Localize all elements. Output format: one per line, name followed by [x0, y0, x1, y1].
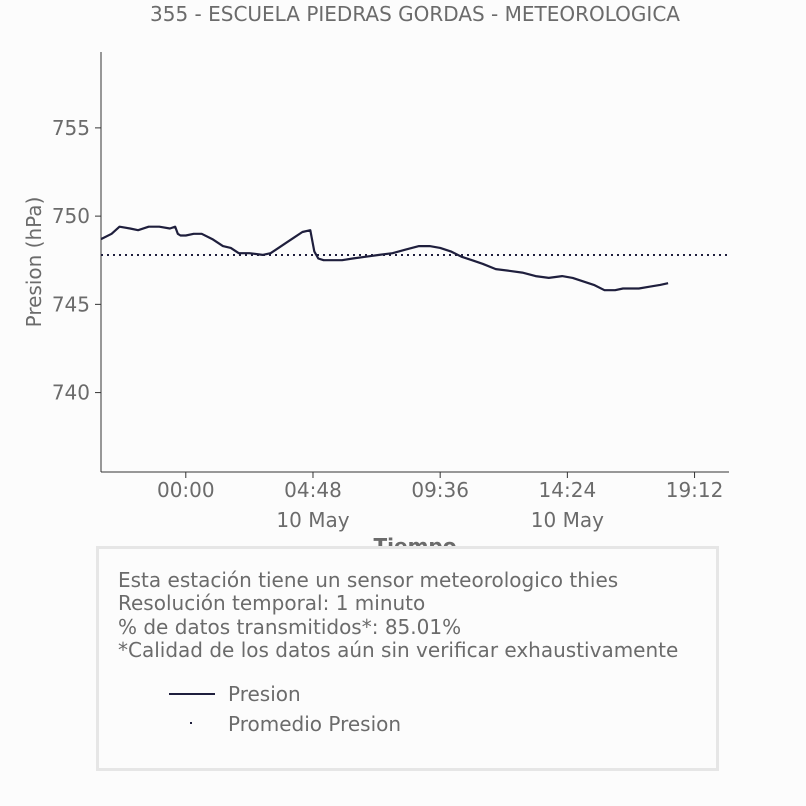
station-info — [118, 569, 678, 662]
info-line-quality: *Calidad de los datos aún sin verificar exhaustivamente — [118, 637, 679, 662]
x-tick-label: 19:12 — [665, 478, 724, 502]
legend-label-presion: Presion — [228, 682, 301, 706]
x-tick-label: 04:48 — [284, 478, 342, 502]
y-tick-label: 745 — [51, 292, 90, 317]
chart-title: 355 - ESCUELA PIEDRAS GORDAS - METEOROLOGICA — [150, 2, 680, 26]
info-line-sensor: Esta estación tiene un sensor meteorologico thies — [118, 568, 619, 592]
info-line-resolution: Resolución temporal: 1 minuto — [118, 591, 426, 616]
info-line-transmitted: % de datos transmitidos*: 85.01% — [118, 614, 462, 639]
y-tick-label: 755 — [51, 115, 90, 140]
legend-swatch-solid — [169, 693, 215, 695]
x-tick-sublabel: 10 May — [276, 508, 350, 532]
series-layer — [101, 227, 729, 291]
x-tick-label: 14:24 — [538, 478, 597, 502]
legend-info-box — [96, 546, 719, 771]
series-presion — [101, 227, 668, 291]
x-tick-label: 00:00 — [156, 478, 215, 502]
y-tick-group — [52, 116, 101, 405]
x-tick-label: 09:36 — [411, 478, 469, 502]
y-tick-label: 740 — [51, 380, 90, 405]
x-tick-group — [157, 472, 723, 532]
legend-label-promedio: Promedio Presion — [228, 712, 402, 736]
y-axis-label: Presion (hPa) — [22, 196, 46, 328]
y-tick-label: 750 — [51, 204, 90, 229]
x-tick-sublabel: 10 May — [530, 508, 604, 532]
